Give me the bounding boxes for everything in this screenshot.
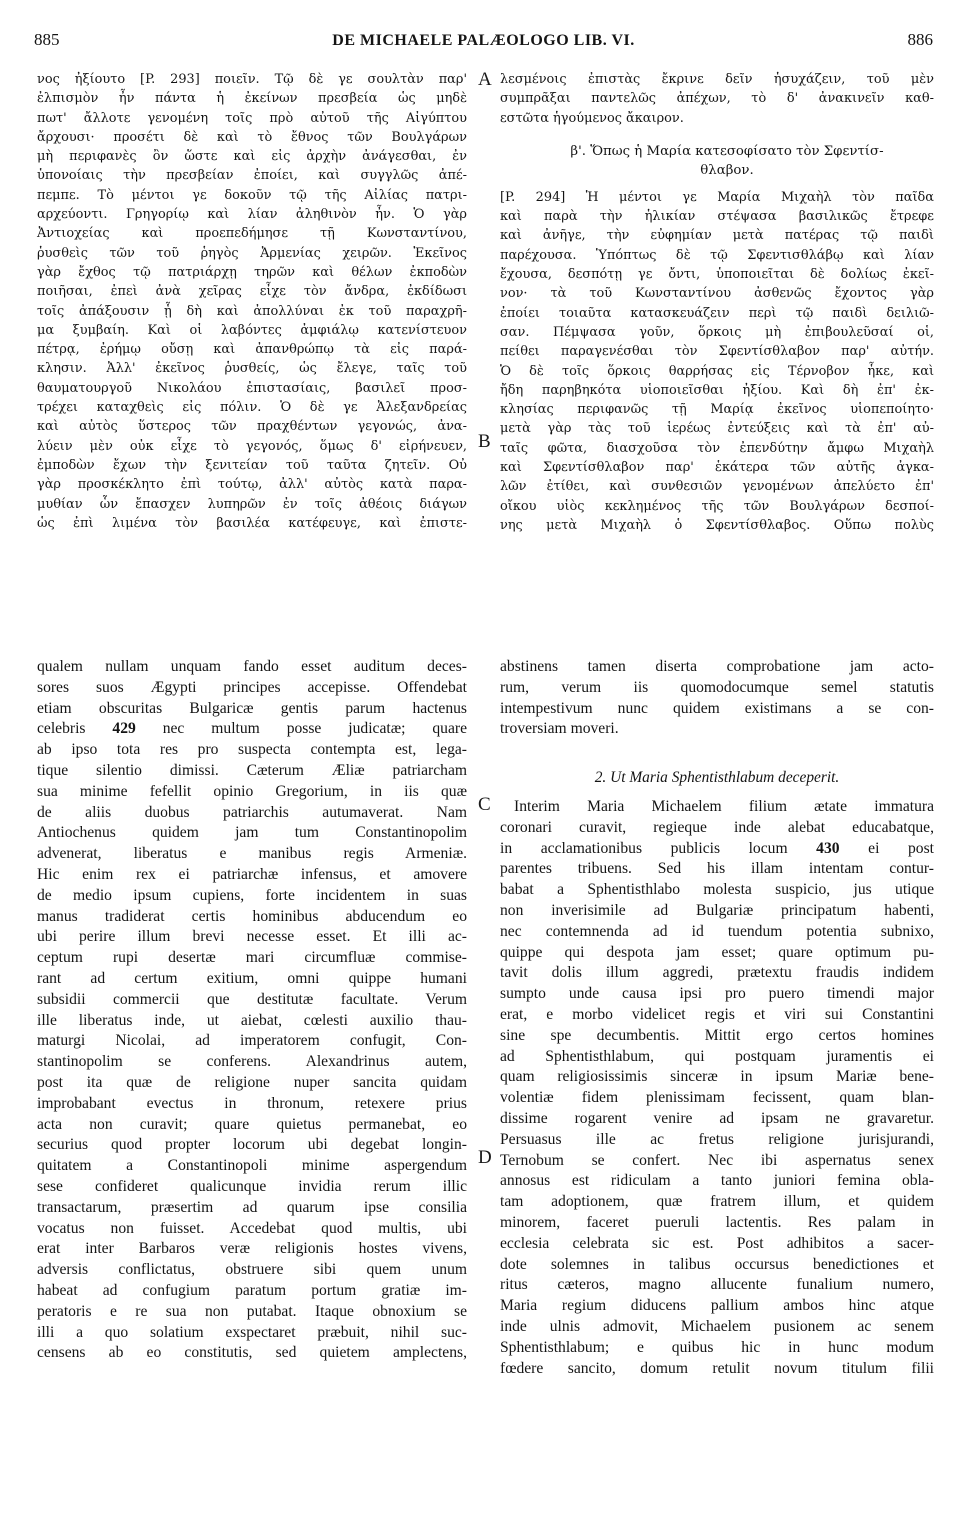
text-line: ὑπονοίαις τὴν πρεσβείαν ἐποίει, καὶ συγγλῶς ἀπέ- bbox=[37, 168, 467, 184]
text-line: λεσμένοις ἐπιστὰς ἔκρινε δεῖν ἡσυχάζειν, τοῦ μὲν bbox=[500, 72, 934, 87]
text-line: ὡς ἐπὶ λιμένα τὸν βασιλέα κατέφευγε, καὶ ἐπιστε- bbox=[37, 515, 467, 531]
text-line: rant ad certum exitium, omni quippe humani bbox=[37, 969, 467, 987]
text-line: Ὁ δὲ τοῖς ὅρκοις θαρρήσας εἰς Τέρνοβον ἧκε, καὶ bbox=[500, 363, 934, 379]
greek-text-right-column bbox=[500, 70, 934, 535]
text-line: fœdere sancito, domum retulit novum titulum filii bbox=[500, 1359, 934, 1377]
text-line: μὴ περιφανὲς ὂν ὥστε καὶ εἰς ἀρχὴν ἀνάγεσθαι, ἐν bbox=[37, 149, 467, 165]
text-line: stantinopolim se conferens. Alexandrinus autem, bbox=[37, 1053, 467, 1071]
text-line: dote solemnes in talibus occursus benedictiones et bbox=[500, 1255, 934, 1273]
text-line: illi a quo solatium exspectaret præbuit, nihil suc- bbox=[37, 1323, 467, 1341]
text-line: τρέχει καταχθεὶς εἰς πόλιν. Ὁ δὲ γε Ἀλεξανδρείας bbox=[37, 400, 467, 416]
text-line: transactarum, præsertim ad quarum ipse consilia bbox=[37, 1198, 467, 1216]
text-line: de medio ipsum cupiens, forte incidentem in suas bbox=[37, 886, 467, 904]
text-line: de aliis duobus patriarchis autumaverat. Nam bbox=[37, 803, 467, 821]
text-line: ταῖς φῶτα, διασχοῦσα τὸν ἐπενδύτην ἄμφω Μιχαὴλ bbox=[500, 440, 934, 456]
text-line: troversiam moveri. bbox=[500, 720, 619, 738]
text-line: adversis conflictatus, obstruere sibi quem unum bbox=[37, 1261, 467, 1279]
text-line: νος ἠξίουτο [P. 293] ποιεῖν. Τῷ δὲ γε σουλτὰν παρ' bbox=[37, 72, 467, 87]
text-line: κλησιν. Ἀλλ' ἐκεῖνος ῥυσθείς, ὡς ἔλεγε, ταῖς τοῦ bbox=[37, 361, 467, 377]
text-line: Persuasus ille ac fretus religione jurisjurandi, bbox=[500, 1130, 934, 1148]
page-number-left: 885 bbox=[34, 30, 60, 49]
greek-section-heading-line: β'. Ὅπως ἡ Μαρία κατεσοφίσατο τὸν Σφεντίσ- bbox=[570, 143, 884, 159]
text-line: minorem, faceret pueruli lactentis. Res palam in bbox=[500, 1213, 934, 1231]
text-line: quam religiosissimis sinceræ in ipsum Mariæ bene- bbox=[500, 1068, 934, 1086]
greek-right-intro bbox=[500, 70, 934, 128]
text-line: sores suos Ægypti principes accepisse. Offendebat bbox=[37, 678, 467, 696]
text-line: Interim Maria Michaelem filium ætate immatura bbox=[514, 797, 934, 815]
latin-right-intro bbox=[500, 657, 934, 740]
text-line: συμπρᾶξαι παντελῶς ἀπέχων, τὸ δ' ἀνακινεῖν καθ- bbox=[500, 91, 934, 107]
text-line: babat a Sphentisthlabo molesta suspicio, jus utique bbox=[500, 881, 934, 899]
text-line: Ternobum se confert. Nec ibi aspernatus senex bbox=[500, 1151, 934, 1169]
text-line: νης μετὰ Μιχαὴλ ὁ Σφεντίσθλαβος. Οὕπω πολὺς bbox=[500, 517, 934, 533]
page-number-right: 886 bbox=[907, 30, 933, 49]
text-line: αρχεύοντι. Γρηγορίῳ καὶ λίαν ἀληθινὸν ἦν. Ὁ γὰρ bbox=[37, 207, 467, 223]
text-line: ad Sphentisthlabum, qui postquam juramentis ei bbox=[500, 1047, 934, 1065]
text-line: erat, e morbo videlicet regis et viri sui Constantini bbox=[500, 1005, 934, 1023]
text-line: annosus est ridiculam a tanto juniori femina obla- bbox=[500, 1172, 934, 1190]
text-line: qualem nullam unquam fando esset auditum deces- bbox=[37, 658, 467, 675]
text-line: sese confideret qualicunque invidia rerum illic bbox=[37, 1177, 467, 1195]
text-line: quippe qui despota jam esset; quare optimum pu- bbox=[500, 943, 934, 961]
page-reference-number: 429 bbox=[112, 720, 136, 738]
text-line: καὶ ἀνῆγε, τὴν εὐφημίαν μετὰ πατέρας τῷ παιδὶ bbox=[500, 228, 934, 244]
text-line: μα ξυμβαίη. Καὶ οἱ λαβόντες ἀμφιάλῳ κατενίστευον bbox=[37, 322, 467, 338]
margin-letter-c: C bbox=[478, 794, 491, 815]
text-line: maturgi Nicolai, ad imperatorem confugit, Con- bbox=[37, 1032, 467, 1050]
text-line: nec contemnenda ad id tuendum potentia subnixo, bbox=[500, 922, 934, 940]
text-line: καὶ αὐτὸς ὕστερος τῶν πραχθέντων γεγονώς, ἀνα- bbox=[37, 419, 467, 435]
text-line: habeat ad confugium paratum portum gratiæ im- bbox=[37, 1281, 467, 1299]
running-header bbox=[34, 30, 933, 56]
greek-section-heading bbox=[500, 142, 934, 180]
margin-letter-b: B bbox=[478, 431, 491, 452]
text-line: censens ab eo constitutis, sed quietem amplectens, bbox=[37, 1344, 467, 1362]
text-line: πεμπε. Τὸ μέντοι γε δοκοῦν τῷ τῆς Αἰλίας πατρι- bbox=[37, 187, 467, 203]
text-line: coronari curavit, regieque inde alebat educabatque, bbox=[500, 818, 934, 836]
text-line: ceptum rupi desertæ mari circumfluæ commise- bbox=[37, 949, 467, 967]
text-line: inde ulnis admovit, Michaelem pusionem ac senem bbox=[500, 1317, 934, 1335]
text-line: ἄρχουσι· προσέτι δὲ καὶ τὸ ἔθνος τῶν Βουλγάρων bbox=[37, 129, 467, 145]
greek-section-heading-line: θλαβον. bbox=[700, 162, 754, 178]
text-line: quitatem a Constantinopoli minime aspergendum bbox=[37, 1157, 467, 1175]
greek-text-left-column bbox=[37, 70, 467, 533]
text-line: post ita quæ de religione nuper sancita quidam bbox=[37, 1073, 467, 1091]
text-line: tam adoptionem, quæ fratrem illum, et quidem bbox=[500, 1193, 934, 1211]
text-line: οἴκου υἱὸς κεκλημένος τῆς τῶν Βουλγάρων δεσποί- bbox=[500, 498, 934, 514]
text-line: Sphentisthlabum; e quibus hic in hunc modum bbox=[500, 1338, 934, 1356]
text-line: [P. 294] Ἡ μέντοι γε Μαρία Μιχαὴλ τὸν παῖδα bbox=[500, 189, 934, 205]
text-line: intempestivum nunc quidem existimans a se con- bbox=[500, 699, 934, 717]
margin-letter-a: A bbox=[478, 69, 492, 90]
text-line: ἐποίει τοιαῦτα κατασκευάζειν περὶ τῷ παιδὶ δειλιῶ- bbox=[500, 305, 934, 321]
text-line: πείθει παραγενέσθαι τὸν Σφεντίσθλαβον παρ' αὐτήν. bbox=[500, 344, 934, 360]
text-line: dissime rogarent venire ad ipsam ne gravaretur. bbox=[500, 1109, 934, 1127]
text-line: non inverisimile ad Bulgariæ principatum habenti, bbox=[500, 901, 934, 919]
text-line: ἐλπισμὸν ἦν πάντα ἡ ἐκείνων πρεσβεία ὡς μηδὲ bbox=[37, 91, 467, 107]
text-line: ille liberatus inde, ut aiebat, cœlesti auxilio thau- bbox=[37, 1011, 467, 1029]
text-line: παρέχουσα. Ὑπόπτως δὲ τῷ Σφεντισθλάβῳ καὶ λίαν bbox=[500, 247, 934, 263]
text-line: ritus cæteros, magno allucente funalium numero, bbox=[500, 1276, 934, 1294]
text-line: πέτρᾳ, ἐρήμῳ οὔσῃ καὶ ἀπανθρώπῳ τὰ εἰς παρά- bbox=[37, 342, 467, 358]
text-line: rum, verum iis quomodocumque semel statutis bbox=[500, 678, 934, 696]
text-line: κλησίας περιφανῶς τῇ Μαρίᾳ ἐκεῖνος υἱοπεποίητο· bbox=[500, 402, 934, 418]
text-line: ἐμποδὼν ἔχων τὴν ξενιτείαν τοῦ ταῦτα ζητεῖν. Οὐ bbox=[37, 457, 467, 473]
text-line: improbabant evectus in thronum, retexere prius bbox=[37, 1094, 467, 1112]
text-line: sumpto unde causa ipsi pro puero timendi major bbox=[500, 985, 934, 1003]
text-line: acta non curavit; quare quietus permanebat, eo bbox=[37, 1115, 467, 1133]
text-line: Maria regium diducens pallium ambos hinc atque bbox=[500, 1297, 934, 1315]
text-line: tique silentio dimissi. Cæterum Æliæ patriarcham bbox=[37, 761, 467, 779]
latin-right-body bbox=[500, 797, 934, 1379]
text-line: erat inter Barbaros veræ religionis hostes vivens, bbox=[37, 1240, 467, 1258]
text-line: λύειν μὲν οὐκ εἶχε τὸ γεγονός, ὅμως δ' εἰρήνευεν, bbox=[37, 438, 467, 454]
text-line: νον· τὰ τοῦ Κωνσταντίνου ἀσθενῶς ἔχοντος γὰρ bbox=[500, 286, 934, 302]
text-line: εστῶτα ἡγούμενος ἄκαιρον. bbox=[500, 110, 684, 126]
text-line: Hic enim rex ei patriarchæ infensus, et amovere bbox=[37, 865, 467, 883]
text-line: τοῖς ἀπάξουσιν ᾗ δὴ καὶ ἀπολλύναι ἐκ τοῦ παραχρῆ- bbox=[37, 303, 467, 319]
latin-section-heading: 2. Ut Maria Sphentisthlabum deceperit. bbox=[594, 769, 840, 787]
text-line: θαυματουργοῦ Νικολάου ἐπιστασίαις, βασιλεῖ προσ- bbox=[37, 380, 467, 396]
text-line: manus tradiderat certis hominibus abducendum eo bbox=[37, 907, 467, 925]
text-line: ecclesia celebrata sic est. Post adhibitos a sacer- bbox=[500, 1234, 934, 1252]
latin-text-right-column bbox=[500, 657, 934, 1379]
text-line: λῶν ἐτίθει, καὶ συνθεσιῶν γενομένων ἀπελύετο ἐπ' bbox=[500, 479, 934, 495]
text-line: securius quod propter locorum ubi degebat longin- bbox=[37, 1136, 467, 1154]
text-line: ποιῆσαι, ἐπεὶ ἀνὰ χεῖρας εἶχε τὸν ἄνδρα, ἐκδίδωσι bbox=[37, 284, 467, 300]
text-line: ῥυσθεὶς τῶν τοῦ ῥηγὸς Ἀρμενίας χειρῶν. Ἐκεῖνος bbox=[37, 245, 467, 261]
text-line: vocatus non fuisset. Accedebat quod multis, ubi bbox=[37, 1219, 467, 1237]
text-line: ἤδη παρηβηκότα υἱοποιεῖσθαι ἠξίου. Καὶ δὴ ἐπ' ἐκ- bbox=[500, 382, 934, 398]
text-line: γὰρ ἔχθος τῷ πατριάρχῃ τηρῶν καὶ θέλων ἐκποδὼν bbox=[37, 264, 467, 280]
text-line: ubi perire illum brevi necesse esset. Et illi ac- bbox=[37, 928, 467, 946]
text-line: ἔχουσα, δεσπότῃ γε ὄντι, ὑποποιεῖται δὲ δολίως ἐκεῖ- bbox=[500, 267, 934, 283]
text-line: sine spe decumbentis. Mittit ergo certos homines bbox=[500, 1026, 934, 1044]
text-line: parentes tribuens. Sed his illam intentam contur- bbox=[500, 860, 934, 878]
text-line: γὰρ προσκέκλητο ἐπὶ τούτῳ, ἀλλ' αὐτὸς κατὰ παρα- bbox=[37, 477, 467, 493]
running-title: DE MICHAELE PALÆOLOGO LIB. VI. bbox=[332, 32, 635, 49]
text-line: subsidii commercii que destitutæ facultate. Verum bbox=[37, 990, 467, 1008]
latin-text-left-column bbox=[37, 657, 467, 1364]
text-line: καὶ παρὰ τὴν ἡλικίαν στέψασα βασιλικῶς ἔτρεφε bbox=[500, 209, 934, 225]
text-line: tavit dolis illum aggredi, prætextu fraudis indidem bbox=[500, 964, 934, 982]
text-line: etiam obscuritas Bulgaricæ gentis parum hactenus bbox=[37, 699, 467, 717]
text-line: Antiochenus quidem jam tum Constantinopolim bbox=[37, 824, 467, 842]
margin-letter-d: D bbox=[478, 1147, 492, 1168]
text-line: peratoris e re sua non putabat. Itaque obnoxium se bbox=[37, 1302, 467, 1320]
greek-right-body bbox=[500, 188, 934, 535]
page-reference-number: 430 bbox=[816, 839, 840, 857]
text-line: sua minime fefellit opinio Gregorium, in iis quæ bbox=[37, 782, 467, 800]
text-line: Ἀντιοχείας καὶ προεπεδήμησε τῇ Κωνσταντίνου, bbox=[37, 226, 467, 242]
text-line: καὶ Σφεντίσθλαβον παρ' ἑκάτερα τῶν αὐτῆς ἀγκα- bbox=[500, 460, 934, 476]
text-line: volentiæ fidem plenissimam fecissent, quam blan- bbox=[500, 1089, 934, 1107]
text-line: πωτ' ἄλλοτε γενομένη τοῖς πρὸ αὐτοῦ τῆς Αἰγύπτου bbox=[37, 110, 467, 126]
text-line: advenerat, liberatus e manibus regis Armeniæ. bbox=[37, 845, 467, 863]
text-line: celebris 429 nec multum posse judicatæ; quare bbox=[37, 720, 467, 738]
text-line: abstinens tamen diserta comprobatione jam acto- bbox=[500, 658, 934, 675]
text-line: μυθίαν ὧν ἔπασχεν λυπηρῶν ἐν τοῖς ἀθέοις διάγων bbox=[37, 496, 467, 512]
text-line: ab ipso tota res pro suspecta contempta est, lega- bbox=[37, 741, 467, 759]
text-line: σαν. Πέμψασα γοῦν, ὅρκοις μὴ ἐπιβουλεῦσαί οἱ, bbox=[500, 324, 934, 340]
text-line: in acclamationibus publicis locum 430 ei post bbox=[500, 839, 934, 857]
text-line: μετὰ γὰρ τὰς τοῦ ἱερέως ἐντεύξεις καὶ τὰ ἐπ' αὐ- bbox=[500, 421, 934, 437]
